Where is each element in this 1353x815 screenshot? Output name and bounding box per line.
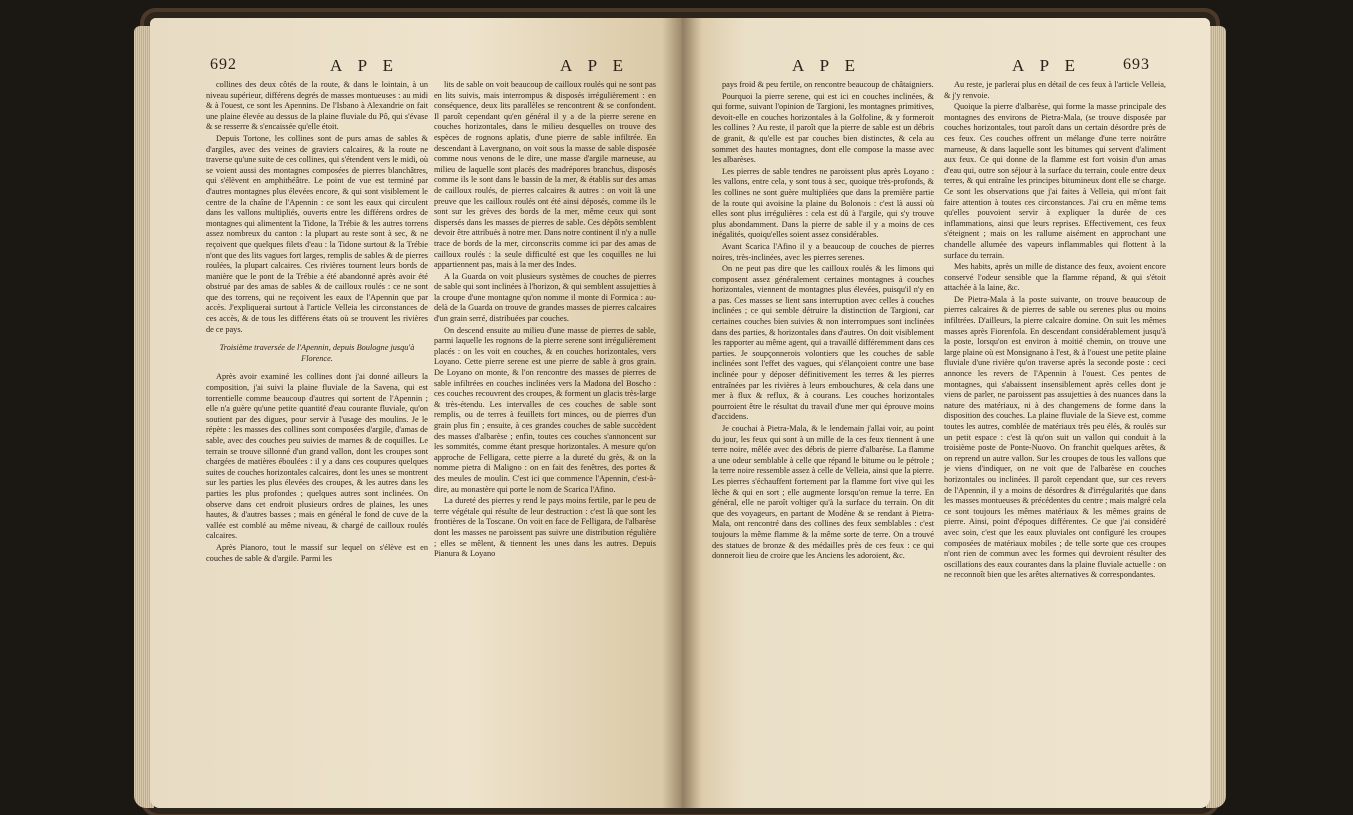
paragraph: collines des deux côtés de la route, & dans le lointain, à un niveau supérieur, différens degrés de masses montueuses : au midi & à l'ouest, ce sont les Apennins. De l'Isbano à Alexandrie on fait une plaine élevée au dessus de la plaine fluviale du Pô, qui s'évase & se resserre & s'encaissée qu'elle étoit. — [206, 80, 428, 132]
paragraph: On ne peut pas dire que les cailloux roulés & les limons qui composent assez généralement certaines montagnes à couches horizontales, viennent de montagnes plus élevées, puisqu'il n'y en a pas. Ces masses se lient sans interruption avec celles à couches inclinées ; ce qui semble détruire la distinction de Targioni, car certaines couches bien suivies & non interrompues sont inclinées dans des parties, & horizontales dans d'autres. On doit visiblement les rapporter au même agent, qui a travaillé différemment dans ces parties. Je soupçonnerois volontiers que les couches de sable inclinées sont l'effet des vagues, qui s'élançoient contre une base inclinée pour y déposer définitivement les terres & les pierres entraînées par les rivières à leurs embouchures, & cela dans une mer à flux & reflux, & à courans. Les couches horizontales pourroient être le résultat du travail d'une mer qui éprouve moins d'accidens. — [712, 264, 934, 422]
right-column-2 — [944, 80, 1166, 780]
right-page — [682, 18, 1210, 808]
left-column-1 — [206, 80, 428, 780]
paragraph: Les pierres de sable tendres ne paroissent plus après Loyano : les vallons, entre cela, y sont tous à sec, quoique très-profonds, & les collines ne sont guère multipliées que dans la première partie de la route qui avoisine la plaine du Bolonois : c'est là aussi où elles sont plus irrégulières : cela est dû à l'argile, qui s'y trouve plus abondamment. Dans la pierre de sable il y a moins de ces inégalités, quoiqu'elles soient assez considérables. — [712, 166, 934, 240]
left-page-number: 692 — [210, 56, 237, 73]
paragraph: Quoique la pierre d'albarèse, qui forme la masse principale des montagnes des environs de Pietra-Mala, (se trouve disposée par couches horizontales, tout paroît dans un certain désordre près de ces feux. Ces couches offrent un mélange d'une terre noirâtre marneuse, & dans laquelle sont les bitumes qui servent d'aliment aux feux. Ce qui donne de la flamme est fort voisin d'un amas d'eau qui, outre son séjour à la surface du terrain, coule entre deux terres, & qui entraîne les principes bitumineux dont elle se charge. Ce sont les observations que j'ai faites à Velleia, qui m'ont fait faire attention à toutes ces circonstances. J'ai cru en même tems qu'elles pouvoient servir à expliquer la durée de ces inflammations, ainsi que leurs reprises. Effectivement, ces feux s'éteignent ; mais on les rallume aisément en approchant une chandelle allumée des vapeurs inflammables qui flottent à la surface du terrain. — [944, 102, 1166, 260]
open-book — [150, 18, 1210, 808]
paragraph: pays froid & peu fertile, on rencontre beaucoup de châtaigniers. — [722, 80, 934, 89]
right-column-1 — [712, 80, 934, 780]
right-running-head-1: A P E — [792, 56, 862, 75]
paragraph: Après avoir examiné les collines dont j'ai donné ailleurs la composition, j'ai suivi la plaine fluviale de la Savena, qui est torrentielle comme beaucoup d'autres qui sortent de l'Apennin ; elle n'a guère qu'une petite quantité d'eau courante fluviale, qu'on soutient par des digues, pour servir à l'usage des moulins. Je le répète : les masses des collines sont composées d'argile, d'amas de sable, avec des couches peu suivies de marnes & de coquilles. Le terrain se trouve sillonné d'un grand vallon, dont les croupes sont chargées de matières éboulées : il y a dans ces coupures quelques suites de couches horizontales calcaires, dont les unes se montrent sur les parties les plus élevées des croupes, & les autres dans les parties les plus profondes ; quelques autres sont inclinées. On observe dans cet endroit plusieurs ordres de plaines, les unes hautes, & d'autres basses ; mais en général le fond de cuve de la vallée est comblé au même niveau, & chargé de cailloux roulés calcaires. — [206, 372, 428, 541]
paragraph: lits de sable on voit beaucoup de cailloux roulés qui ne sont pas en lits suivis, mais interrompus & disposés irrégulièrement : en conséquence, deux lits parallèles se rencontrent & se confondent. Il paroît cependant qu'en général il y a de la pierre serene en couches horizontales, dans le milieu desquelles on trouve des espèces de rognons aplatis, d'une pierre de sable infiltrée. En descendant à Lavergnano, on voit sous la masse de sable disposée comme nous venons de le dire, une masse d'argile marneuse, au milieu de laquelle sont placés des madrépores branchus, disposés comme ils le sont dans le bassin de la mer, & établis sur des amas de cailloux roulés, de pierres calcaires & autres : on voit là une preuve que les cailloux roulés ont été ainsi déposés, comme ils le sont sur les grèves des bords de la mer, même ceux qui sont dispersés dans les masses de pierres de sable. Ces dépôts semblent devoir être attribués à notre mer. Dans notre continent il n'y a nulle trace de bords de la mer, circonscrits comme ici par des amas de cailloux roulés : la seule difficulté est que les coquilles ne lui appartiennent pas, mais à la mer des Indes. — [434, 80, 656, 270]
paragraph: On descend ensuite au milieu d'une masse de pierres de sable, parmi laquelle les rognons de la pierre serene sont irrégulièrement placés : on les voit en couches, & en couches horizontales, vers Loyano. Cette pierre serene est une pierre de sable à gros grain. De Loyano on monte, & l'on rencontre des masses de pierres de sable infiltrées en couches inclinées vers la Madona del Boscho : ces couches recouvrent des croupes, & forment un glacis très-large & très-étendu. Les intervalles de ces couches de sable sont remplis, ou de terres à feuillets fort minces, ou de pierres d'un grain plus fin ; ensuite, à ces grandes couches de sable succèdent des masses d'albarèse ; enfin, toutes ces couches s'annoncent sur les sommités, comme étant presque horizontales. A mesure qu'on approche de Felligara, cette pierre a la dureté du grès, & on la nomme pietra di Maligno : on en fait des fenêtres, des portes & des meules de moulin. C'est ici que commence l'Apennin, c'est-à-dire, au monastère qui porte le nom de Scarica l'Afino. — [434, 325, 656, 494]
paragraph: Pourquoi la pierre serene, qui est ici en couches inclinées, & qui forme, suivant l'opinion de Targioni, les montagnes primitives, devoit-elle en couches horizontales à la Golfoline, & y formeroit les collines ? Au reste, il paroît que la pierre de sable est un débris de granit, & qu'elle est par couches bien distinctes, & cela au sommet des hautes montagnes, dont elle compose la masse avec les albarèses. — [712, 91, 934, 165]
paragraph: La dureté des pierres y rend le pays moins fertile, par le peu de terre végétale qui résulte de leur destruction : c'est là que sont les frontières de la Toscane. On voit en face de Felligara, de l'albarèse dont les masses ne paroissent pas suivre une distribution régulière ; elles se mêlent, & tiennent les unes dans les autres. Depuis Pianura & Loyano — [434, 496, 656, 559]
paragraph: Depuis Tortone, les collines sont de purs amas de sables & d'argiles, avec des veines de graviers calcaires, & la route ne traverse qu'une suite de ces collines, qui s'étendent vers le midi, où se voient aussi des montagnes composées de pierres blanchâtres, qui s'élèvent en amphithéâtre. Le point de vue est terminé par d'autres montagnes plus élevées encore, & qui sont visiblement le centre de la chaîne de l'Apennin : ce sont les eaux qui circulent dans les vallons multipliés, ouverts entre les différens ordres de montagnes qui alimentent la Tidone, la Trébie & les autres torrens assez nombreux du canton : la plupart au reste sont à sec, & ne reçoivent que quelques filets d'eau : la Tidone surtout & la Trébie n'ont que des lits vagues fort larges, remplis de sables & de pierres roulées, la plupart calcaires. Ces rivières tournent leurs bords de manière que le pont de la Trébie a été abandonné après avoir été obstrué par des amas de sables & de cailloux roulés : ce ne sont que des torrens, qui ne reçoivent les eaux de l'Apennin que par accès. J'expliquerai surtout à l'article Velleia les circonstances de ces accès, & de tous les différens états où se trouvent les rivières de ce pays. — [206, 133, 428, 334]
right-page-header — [712, 56, 1150, 78]
paragraph: Après Pianoro, tout le massif sur lequel on s'élève est en couches de sable & d'argile. Parmi les — [206, 542, 428, 563]
paragraph: De Pietra-Mala à la poste suivante, on trouve beaucoup de pierres calcaires & de pierres de sable ou serenes plus ou moins infiltrées. D'ailleurs, la pierre calcaire domine. On suit les mêmes masses après Fiorenfola. En descendant considérablement jusqu'à la poste, lorsqu'on est environ à moitié chemin, on trouve une large plaine où est Monsignano à l'est, & à l'ouest une petite plaine fluviale d'une rivière qu'on traverse après la seconde poste : ceci annonce les revers de l'Apennin à l'ouest. Ces pentes de montagnes, qui s'abaissent insensiblement après celles dont je viens de parler, ne paroissent pas assujetties à des nuances dans la nature des matériaux, ni à des changemens de forme dans la disposition des couches. La plaine fluviale de la Sieve est, comme toutes les autres, comblée de matériaux très peu élés, & roulés sur un petit espace : c'est là qu'on suit un vallon qui conduit à la troisième poste de Ponte-Nuovo. On franchit quelques arêtes, & on reprend un autre vallon. Sur les croupes de tous les vallons que je viens d'indiquer, on ne voit que de l'albarèse en couches horizontales ou inclinées. Il paroît cependant que, sur ces revers de l'Apennin, il y a moins de désordres & d'irrégularités que dans les masses montueuses & précédentes du centre ; mais malgré cela ce sont toujours les mêmes matériaux & les mêmes grains de pierre. Ainsi, point d'époques différentes. Ce que j'ai considéré avec soin, c'est que les eaux pluviales ont configuré les croupes composées de matériaux mobiles ; de telle sorte que ces croupes n'ont rien de commun avec les formes qui devroient résulter des oscillations des eaux courantes dans la plaine fluviale actuelle : on ne reconnoît bien que les arêtes alternatives & correspondantes. — [944, 294, 1166, 580]
right-running-head-2: A P E — [1012, 56, 1082, 75]
paragraph: Au reste, je parlerai plus en détail de ces feux à l'article Velleia, & j'y renvoie. — [944, 80, 1166, 100]
paragraph: Je couchai à Pietra-Mala, & le lendemain j'allai voir, au point du jour, les feux qui sont à un mille de la ces feux tiennent à une terre noire, mêlée avec des débris de pierre d'albarèse. La flamme a une odeur semblable à celle que répand le bitume ou le pétrole ; la terre noire ressemble assez à celle de Velleia, ainsi que la pierre. Les pierres s'échauffent fortement par la flamme fort vive qui les lèche & qui en sort ; elle augmente lorsqu'on remue la terre. En général, elle ne paroît voltiger qu'à la surface du terrain. On dit que des voyageurs, en partant de Modène & se rendant à Pietra-Mala, ont rencontré dans des collines des feux semblables : c'est toujours la même flamme & la même sorte de terre. On a trouvé des statues de bronze & des médailles près de ces feux : ce qui donneroit lieu de croire que les Anciens les adoroient, &c. — [712, 424, 934, 561]
paragraph: Mes habits, après un mille de distance des feux, avoient encore conservé l'odeur sensible que la flamme répand, & qui s'étoit attachée à la laine, &c. — [944, 262, 1166, 293]
left-page-header — [210, 56, 638, 78]
right-page-number: 693 — [1123, 56, 1150, 73]
left-running-head-1: A P E — [330, 56, 400, 75]
left-page — [150, 18, 678, 808]
section-heading: Troisième traversée de l'Apennin, depuis Boulogne jusqu'à Florence. — [219, 343, 415, 363]
left-running-head-2: A P E — [560, 56, 630, 75]
paragraph: A la Guarda on voit plusieurs systèmes de couches de pierres de sable qui sont inclinées à l'horizon, & qui semblent assujetties à la croupe d'une montagne qu'on nomme il monte di Formica : au-delà de la Guarda on trouve de grandes masses de pierres calcaires d'un grain serré, distribuées par couches. — [434, 271, 656, 324]
paragraph: Avant Scarica l'Afino il y a beaucoup de couches de pierres noires, très-inclinées, avec les pierres serenes. — [712, 241, 934, 262]
left-column-2 — [434, 80, 656, 780]
